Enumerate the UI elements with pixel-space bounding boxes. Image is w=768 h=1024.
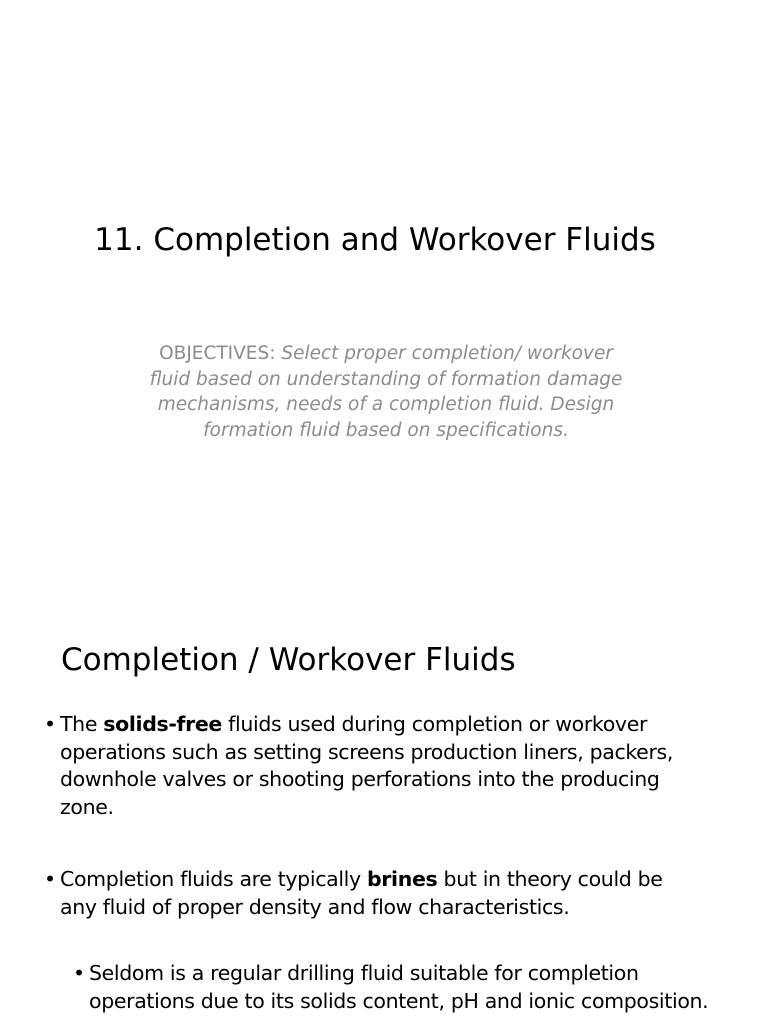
slide-title: 11. Completion and Workover Fluids [94, 222, 656, 258]
bullet-marker: • [44, 712, 56, 736]
bullet-text-bold: solids-free [103, 712, 222, 736]
bullet-text-part: fluids used during completion or workover operations such as setting screens production liners, packers, downhole valves or shooting perforations into the producing zone. [60, 712, 674, 819]
objectives-text [140, 341, 632, 443]
bullet-item [44, 711, 704, 821]
sub-bullet-text: Seldom is a regular drilling fluid suitable for completion operations due to its solids content, pH and ionic composition. [89, 961, 709, 1013]
bullet-marker: • [44, 867, 56, 891]
bullet-text-part: Completion fluids are typically [60, 867, 367, 891]
bullet-item [44, 866, 704, 921]
content-slide-title: Completion / Workover Fluids [61, 642, 516, 678]
objectives-body: Select proper completion/ workover fluid based on understanding of formation damage mechanisms, needs of a completion fluid. Design formation fluid based on specifications. [149, 343, 623, 441]
bullet-text [60, 711, 704, 821]
content-slide [0, 576, 768, 1024]
bullet-text-bold: brines [366, 867, 438, 891]
objectives-label: OBJECTIVES: [159, 343, 282, 364]
bullet-text [60, 866, 704, 921]
sub-bullet-item [73, 960, 713, 1015]
bullet-text-part: but in theory could be any fluid of proper density and flow characteristics. [60, 867, 663, 919]
bullet-text-part: The [60, 712, 104, 736]
bullet-marker: • [73, 961, 85, 985]
